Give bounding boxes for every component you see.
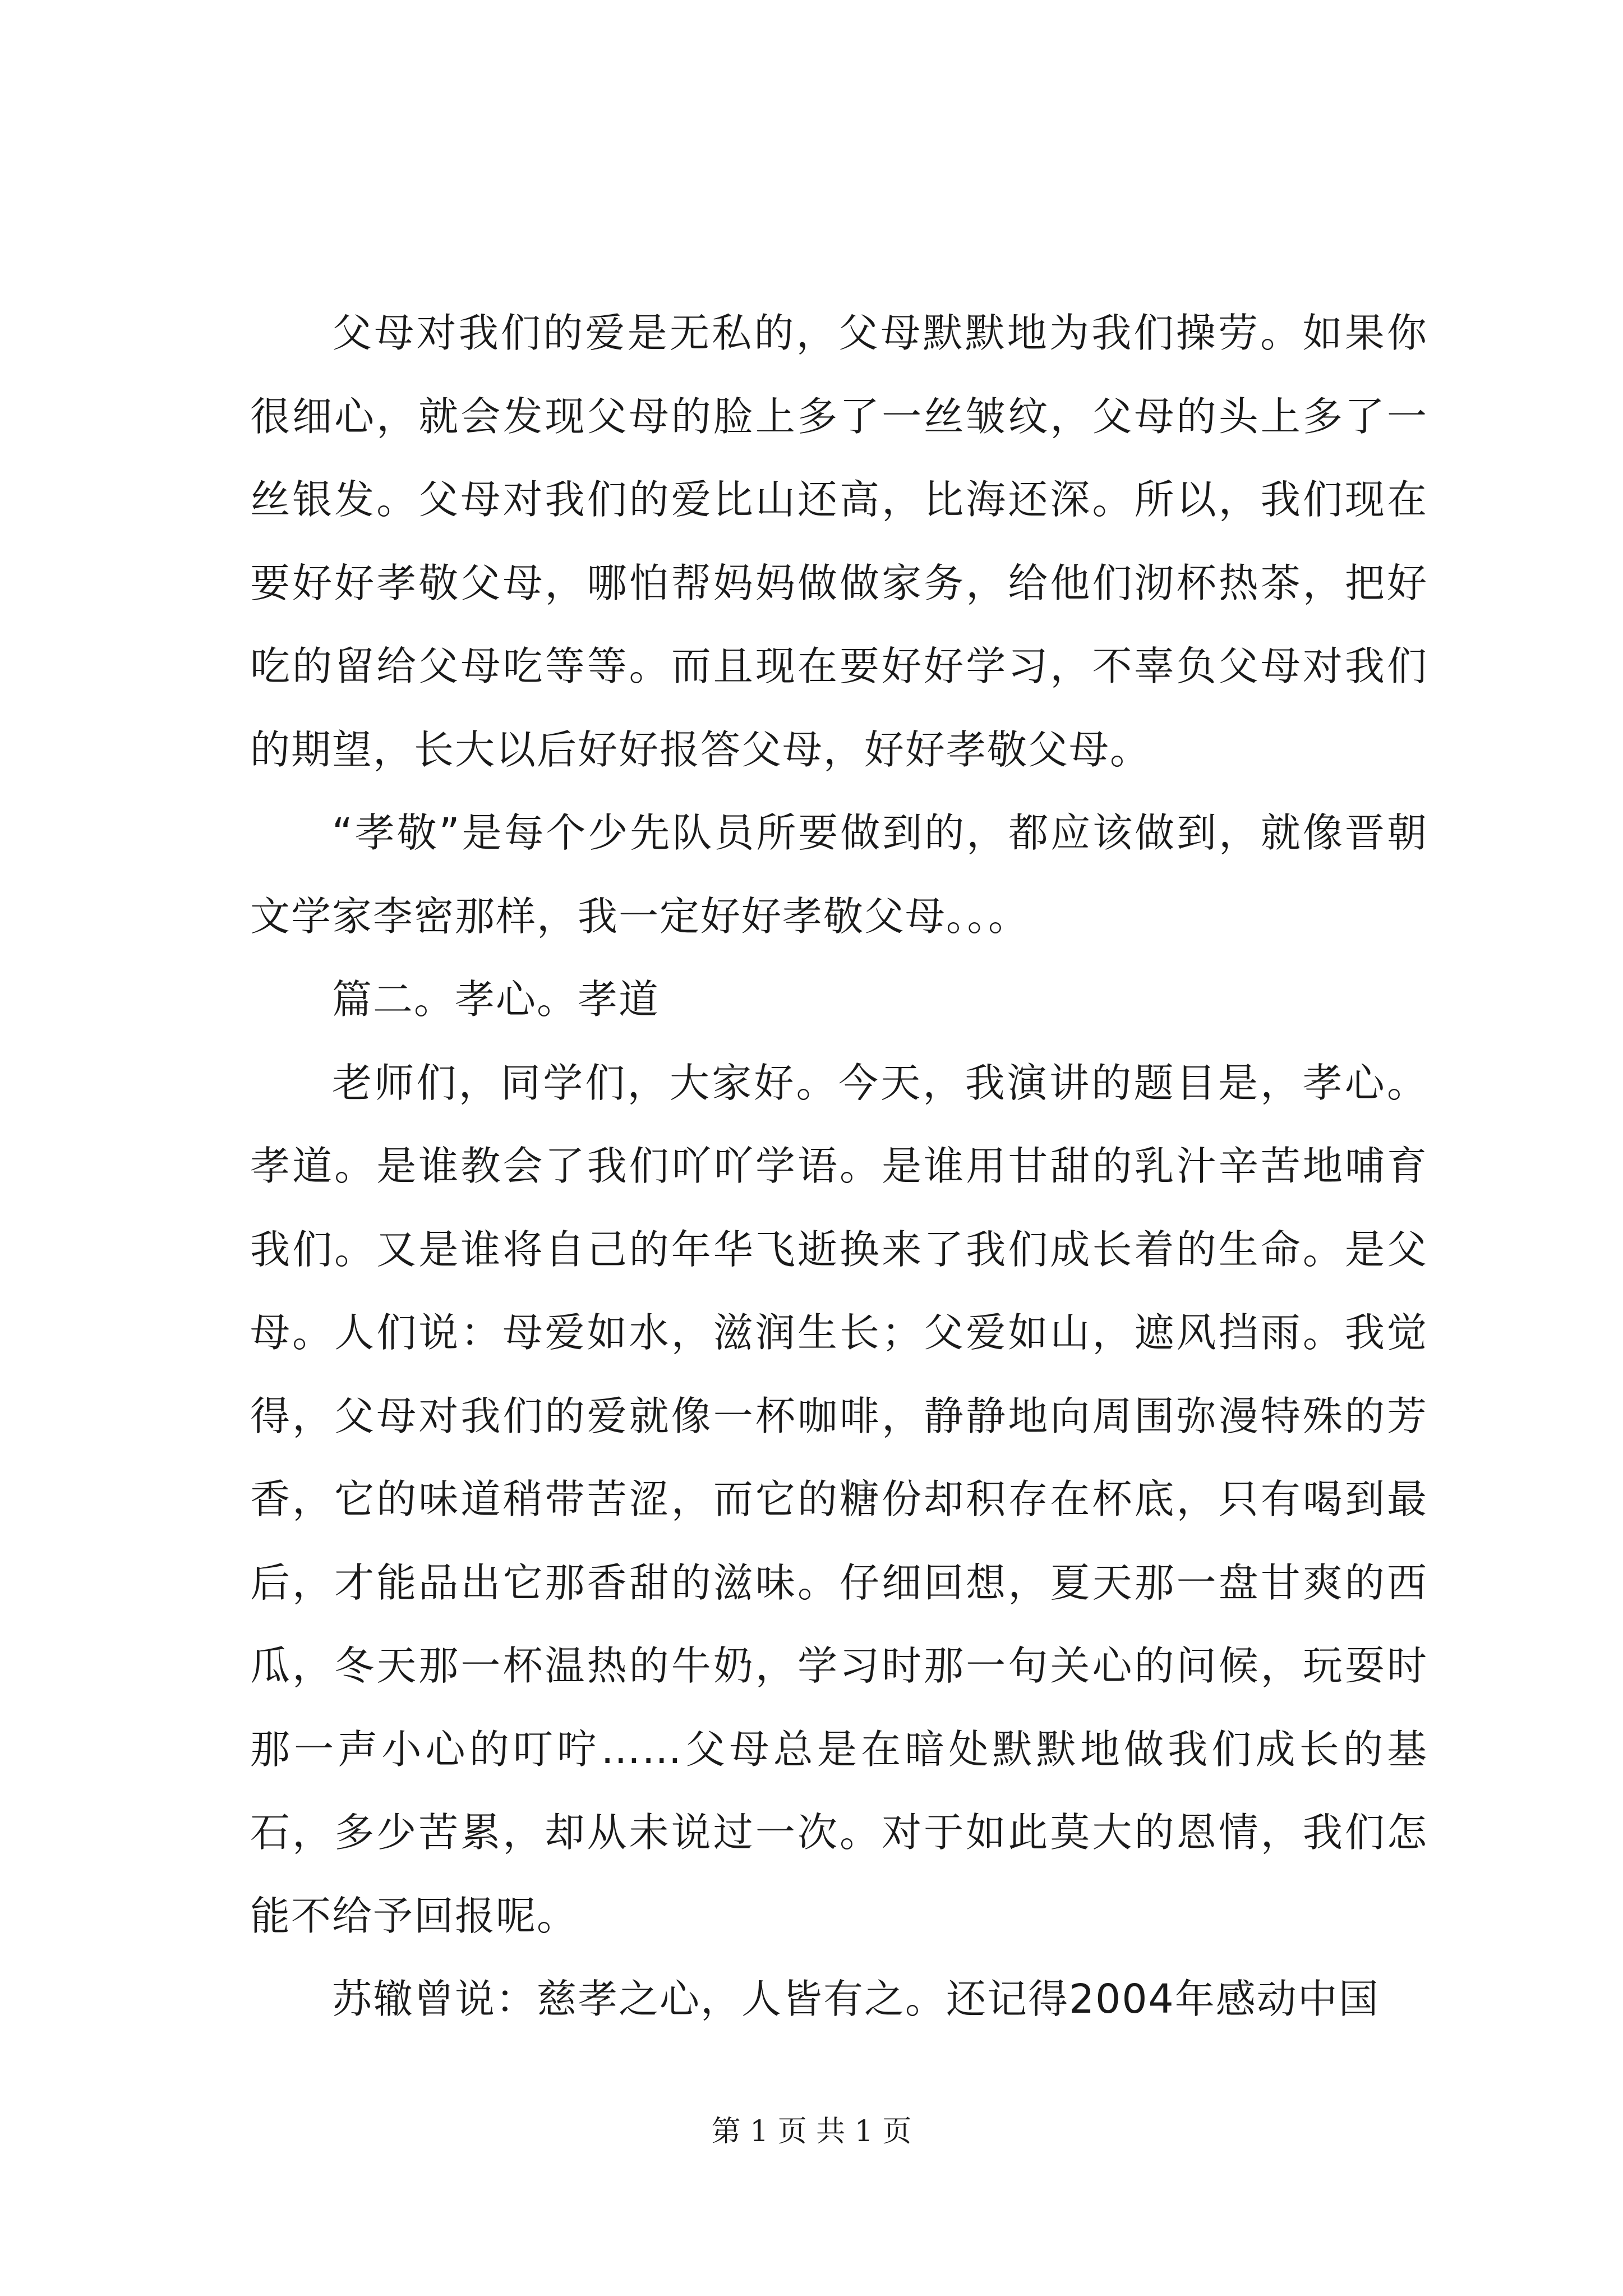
section-heading: 篇二。孝心。孝道 — [332, 976, 660, 1023]
document-body — [250, 292, 1428, 2041]
paragraph-su-zhe: 苏辙曾说：慈孝之心，人皆有之。还记得2004年感动中国 — [332, 1976, 1380, 2022]
paragraph-speech-intro: 老师们，同学们，大家好。今天，我演讲的题目是，孝心。孝道。是谁教会了我们吖吖学语。是谁用甘甜的乳汁辛苦地哺育我们。又是谁将自己的年华飞逝换来了我们成长着的生命。是父母。人们说：母爱如水，滋润生长；父爱如山，遮风挡雨。我觉得，父母对我们的爱就像一杯咖啡，静静地向周围弥漫特殊的芳香，它的味道稍带苦涩，而它的糖份却积存在杯底，只有喝到最后，才能品出它那香甜的滋味。仔细回想，夏天那一盘甘爽的西瓜，冬天那一杯温热的牛奶，学习时那一句关心的问候，玩耍时那一声小心的叮咛……父母总是在暗处默默地做我们成长的基石，多少苦累，却从未说过一次。对于如此莫大的恩情，我们怎能不给予回报呢。 — [250, 1059, 1428, 1939]
paragraph-young-pioneer: “孝敬”是每个少先队员所要做到的，都应该做到，就像晋朝文学家李密那样，我一定好好孝敬父母。。。 — [250, 809, 1428, 940]
page-footer: 第 1 页 共 1 页 — [711, 2115, 912, 2148]
paragraph-filial-love: 父母对我们的爱是无私的，父母默默地为我们操劳。如果你很细心，就会发现父母的脸上多了一丝皱纹，父母的头上多了一丝银发。父母对我们的爱比山还高，比海还深。所以，我们现在要好好孝敬父母，哪怕帮妈妈做做家务，给他们沏杯热茶，把好吃的留给父母吃等等。而且现在要好好学习，不辜负父母对我们的期望，长大以后好好报答父母，好好孝敬父母。 — [250, 310, 1428, 773]
